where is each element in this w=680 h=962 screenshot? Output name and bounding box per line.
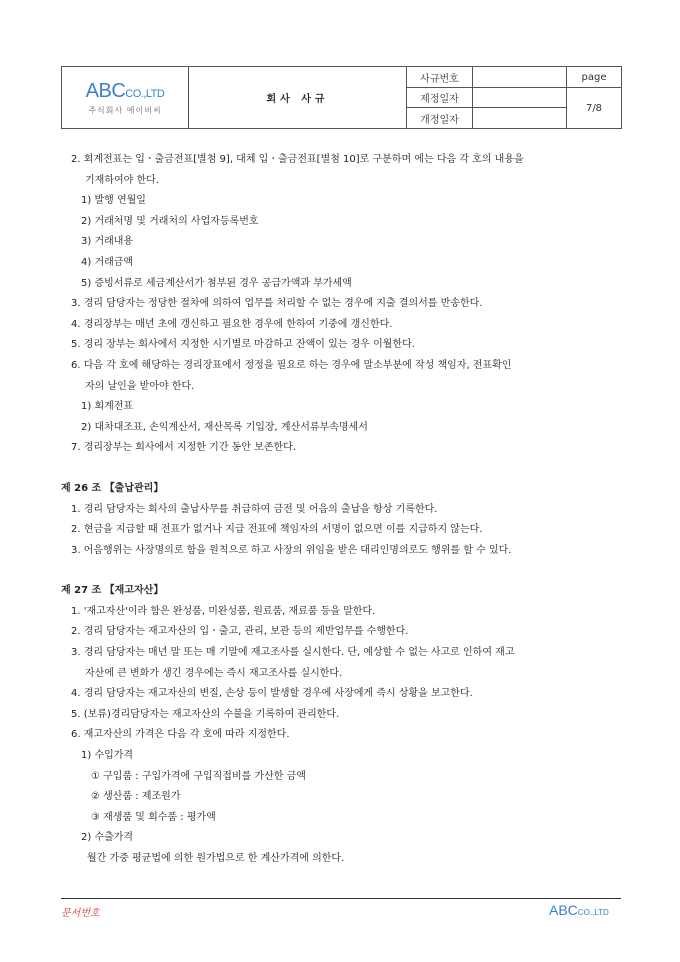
- page-label: page: [567, 67, 622, 88]
- revised-date-value: [473, 108, 567, 129]
- subitem-2: 2) 거래처명 및 거래처의 사업자등록번호: [81, 215, 259, 227]
- item-2-line-1: 2. 회계전표는 입ㆍ출금전표[별첨 9], 대체 입ㆍ출금전표[별첨 10]로 구분하며 에는 다음 각 호의 내용을: [71, 154, 524, 165]
- footer-logo: [549, 902, 609, 918]
- document-header-table: [61, 66, 622, 129]
- enacted-date-value: [473, 88, 567, 108]
- article-27-item-2: 2. 경리 담당자는 재고자산의 입ㆍ출고, 관리, 보관 등의 제반업무를 수행한다.: [71, 626, 409, 638]
- article-26-item-1: 1. 경리 담당자는 회사의 출납사무를 취급하여 금전 및 어음의 출납을 항상 기록한다.: [71, 503, 438, 515]
- circled-item-3: ③ 재생품 및 회수품 : 평가액: [91, 811, 216, 823]
- page-number: 7/8: [567, 88, 622, 129]
- item-6-line-2: 자의 날인을 받아야 한다.: [85, 380, 195, 392]
- circled-item-1: ① 구입품 : 구입가격에 구입직접비를 가산한 금액: [91, 770, 306, 782]
- item-3: 3. 경리 담당자는 정당한 절차에 의하여 업무를 처리할 수 없는 경우에 지출 결의서를 반송한다.: [71, 298, 483, 310]
- item-6-line-1: 6. 다음 각 호에 해당하는 경리장표에서 정정을 필요로 하는 경우에 말소부분에 작성 책임자, 전표확인: [71, 359, 512, 371]
- footer-logo-main: ABC: [549, 902, 578, 918]
- footer-divider: [61, 898, 621, 899]
- item-4: 4. 경리장부는 매년 초에 갱신하고 필요한 경우에 한하여 기중에 갱신한다.: [71, 318, 393, 330]
- article-26-item-2: 2. 현금을 지급할 때 전표가 없거나 지급 전표에 책임자의 서명이 없으면 이를 지급하지 않는다.: [71, 524, 483, 536]
- article-27-item-6-subitem-2-text: 월간 가중 평균법에 의한 원가법으로 한 계산가격에 의한다.: [87, 853, 345, 864]
- article-27-item-3-line-2: 자산에 큰 변화가 생긴 경우에는 즉시 재고조사를 실시한다.: [85, 667, 343, 679]
- subitem-1: 1) 발행 연월일: [81, 195, 146, 207]
- item-5: 5. 경리 장부는 회사에서 지정한 시기별로 마감하고 잔액이 있는 경우 이월한다.: [71, 339, 415, 351]
- article-26-heading: 제 26 조 【출납관리】: [61, 482, 164, 494]
- article-26-item-3: 3. 어음행위는 사장명의로 함을 원칙으로 하고 사장의 위임을 받은 대리인명의로도 행위를 할 수 있다.: [71, 544, 512, 556]
- footer-logo-suffix: CO.,LTD: [577, 908, 609, 917]
- enacted-date-label: 제정일자: [407, 88, 473, 108]
- document-title: 회사 사규: [189, 67, 407, 129]
- article-27-item-5: 5. (보류)경리담당자는 재고자산의 수불을 기록하여 관리한다.: [71, 708, 340, 720]
- rule-number-value: [473, 67, 567, 88]
- logo-subtitle: 주식회사 에이비씨: [88, 105, 162, 115]
- article-27-item-1: 1. '재고자산'이라 함은 완성품, 미완성품, 원료품, 재료품 등을 말한다.: [71, 605, 376, 617]
- item-2-line-2: 기재하여야 한다.: [85, 174, 159, 186]
- subitem-4: 4) 거래금액: [81, 256, 134, 268]
- article-27-item-3-line-1: 3. 경리 담당자는 매년 말 또는 매 기말에 재고조사를 실시한다. 단, 예상할 수 없는 사고로 인하여 재고: [71, 647, 515, 659]
- rule-number-label: 사규번호: [407, 67, 473, 88]
- subitem-3: 3) 거래내용: [81, 236, 134, 248]
- item-6-subitem-2: 2) 대차대조표, 손익계산서, 재산목록 기입장, 계산서류부속명세서: [81, 421, 368, 433]
- subitem-5: 5) 증빙서류로 세금계산서가 첨부된 경우 공급가액과 부가세액: [81, 277, 352, 289]
- document-number-label: 문서번호: [61, 908, 100, 919]
- revised-date-label: 개정일자: [407, 108, 473, 129]
- article-27-item-6-subitem-1: 1) 수입가격: [81, 750, 134, 762]
- item-6-subitem-1: 1) 회계전표: [81, 401, 134, 413]
- company-logo: [62, 67, 189, 129]
- item-7: 7. 경리장부는 회사에서 지정한 기간 동안 보존한다.: [71, 442, 296, 454]
- article-27-item-4: 4. 경리 담당자는 재고자산의 변질, 손상 등이 발생할 경우에 사장에게 즉시 상황을 보고한다.: [71, 688, 473, 700]
- logo-main-text: ABC: [85, 79, 126, 102]
- article-27-heading: 제 27 조 【재고자산】: [61, 585, 164, 597]
- logo-suffix-text: CO.,LTD: [125, 87, 165, 100]
- circled-item-2: ② 생산품 : 제조원가: [91, 791, 181, 803]
- article-27-item-6: 6. 재고자산의 가격은 다음 각 호에 따라 지정한다.: [71, 729, 290, 741]
- document-body: [61, 150, 621, 870]
- article-27-item-6-subitem-2: 2) 수출가격: [81, 832, 134, 844]
